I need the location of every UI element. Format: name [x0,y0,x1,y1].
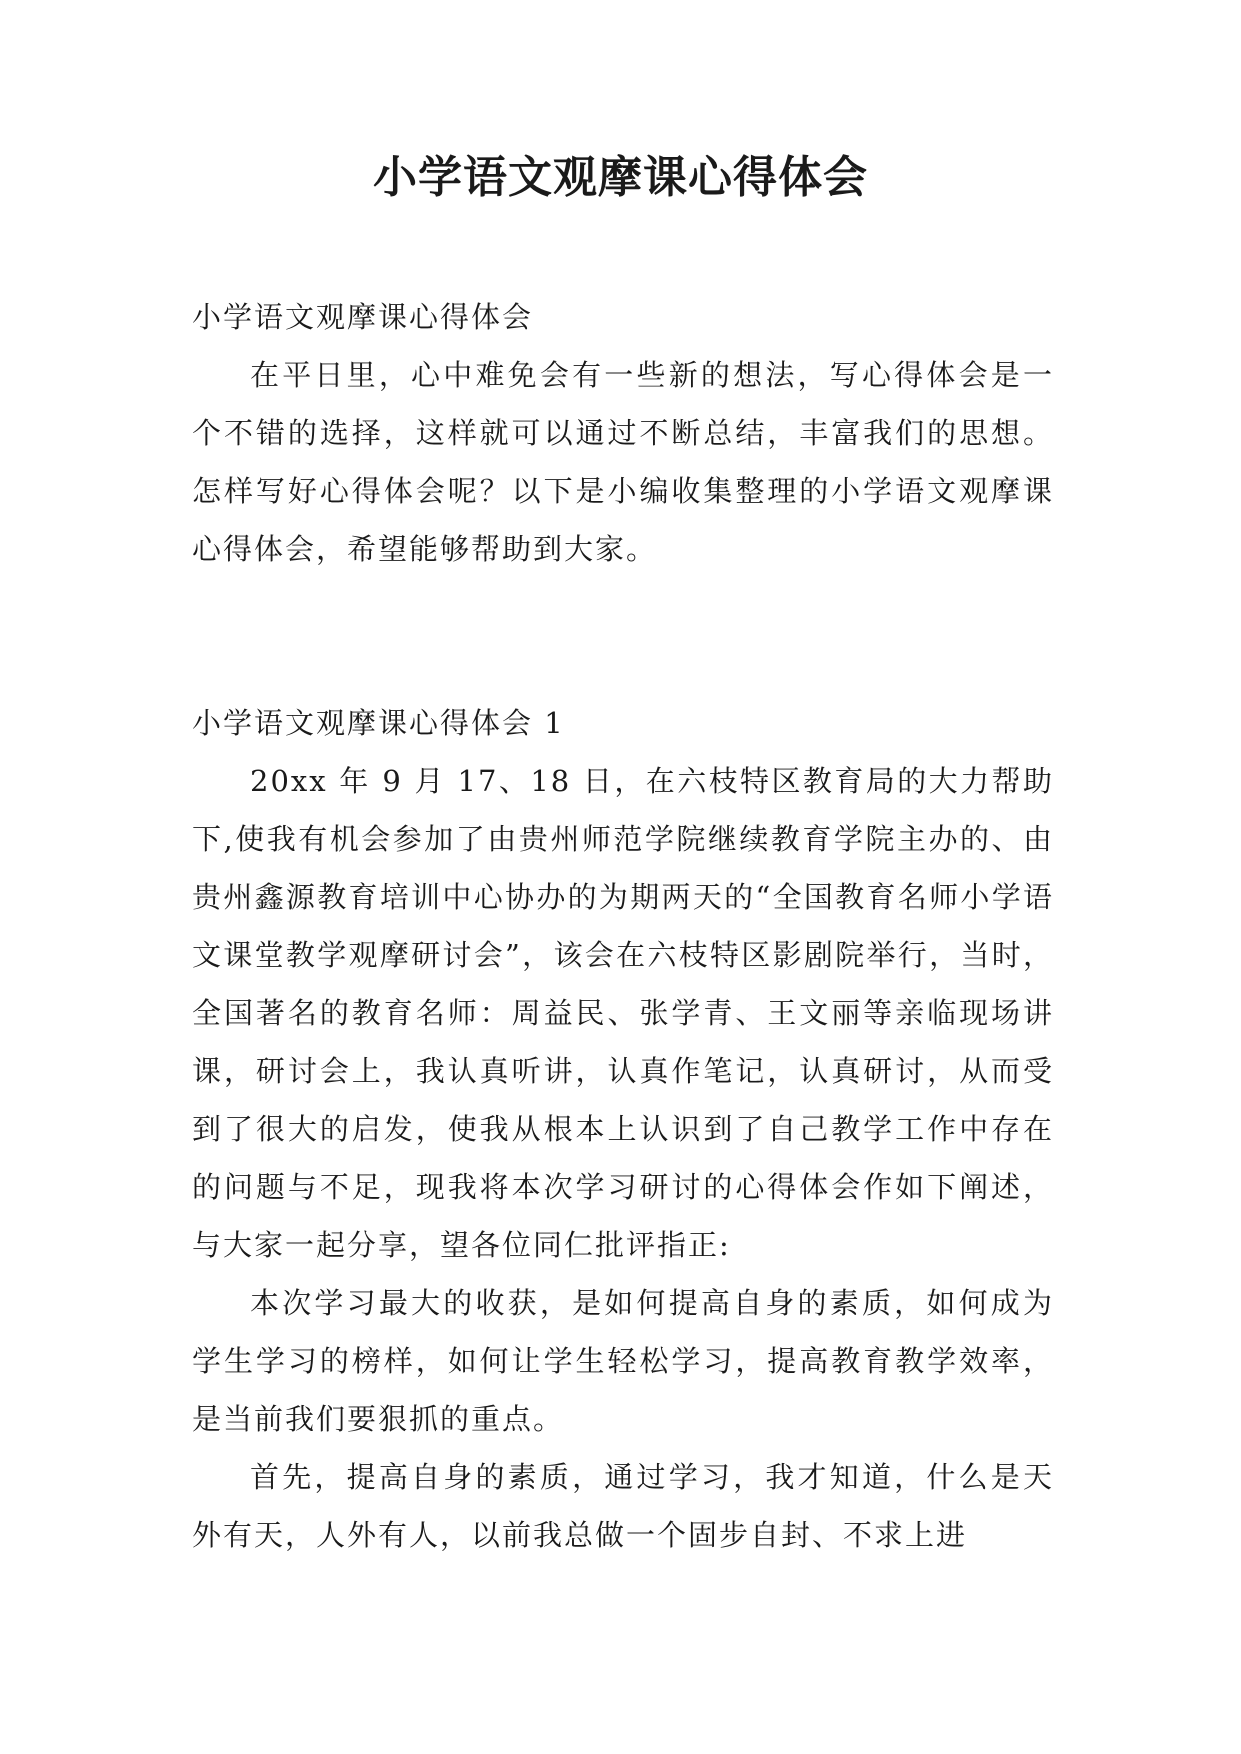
intro-paragraph: 在平日里，心中难免会有一些新的想法，写心得体会是一个不错的选择，这样就可以通过不断总结，丰富我们的思想。怎样写好心得体会呢？以下是小编收集整理的小学语文观摩课心得体会，希望能够帮助到大家。 [192,358,1054,566]
section-spacer [192,578,1054,694]
body-paragraph: 20xx 年 9 月 17、18 日，在六枝特区教育局的大力帮助下,使我有机会参加了由贵州师范学院继续教育学院主办的、由贵州鑫源教育培训中心协办的为期两天的“全国教育名师小学语文课堂教学观摩研讨会”，该会在六枝特区影剧院举行，当时，全国著名的教育名师：周益民、张学青、王文丽等亲临现场讲课，研讨会上，我认真听讲，认真作笔记，认真研讨，从而受到了很大的启发，使我从根本上认识到了自己教学工作中存在的问题与不足，现我将本次学习研讨的心得体会作如下阐述，与大家一起分享，望各位同仁批评指正: [192,764,1054,1262]
section-heading: 小学语文观摩课心得体会 1 [192,706,565,740]
body-paragraph: 首先，提高自身的素质，通过学习，我才知道，什么是天外有天，人外有人，以前我总做一个固步自封、不求上进 [192,1460,1054,1552]
document-title: 小学语文观摩课心得体会 [373,152,868,203]
document-body [192,288,1054,1564]
document-subtitle: 小学语文观摩课心得体会 [192,300,534,334]
body-paragraph: 本次学习最大的收获，是如何提高自身的素质，如何成为学生学习的榜样，如何让学生轻松学习，提高教育教学效率，是当前我们要狠抓的重点。 [192,1286,1054,1436]
